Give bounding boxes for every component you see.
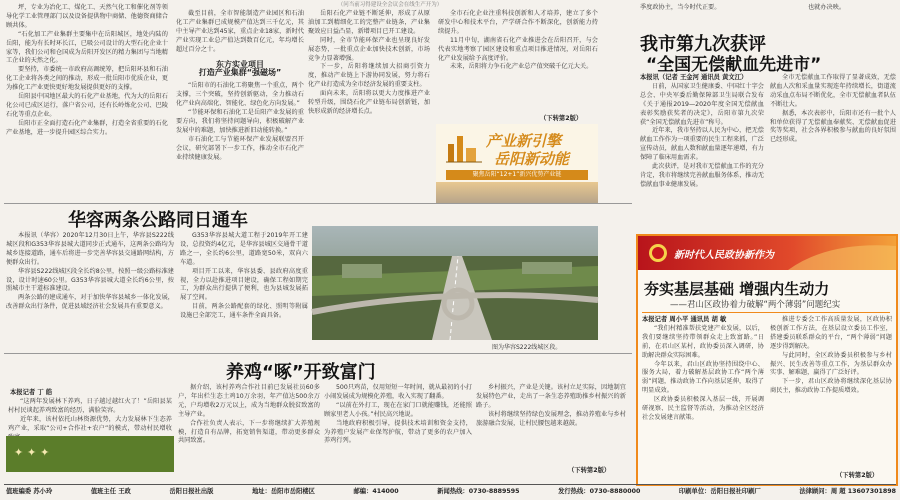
paragraph: 面向未来，岳阳将以更大力度推进产业转型升级，围绕石化产业链布局创新链，加快形成新的经济增长点。 — [308, 90, 430, 115]
small-text: 季度政协主，当今时代正要。 — [640, 4, 721, 11]
paragraph: 区政协委员积极深入基层一线，开展调研视察、民主监督等活动，为推动全区经济社会发展建言献策。 — [642, 396, 764, 421]
paragraph: 近年来，我市坚持以人民为中心，把无偿献血工作作为一项重要的民生工程来抓，广泛宣传动员，献血人数和献血量逐年递增，有力保障了临床用血需求。 — [640, 127, 764, 162]
road-photo — [312, 226, 598, 340]
blood-title-1: 我市第九次获评 — [640, 34, 766, 55]
road-title: 华容两条公路同日通车 — [68, 210, 248, 231]
feature-divider — [642, 312, 890, 313]
paragraph: 岳阳市正全面打造石化产业集群，打造全省重要的石化产业基地，进一步提升园区综合实力。 — [6, 119, 168, 136]
paragraph: 同时，全市节能环保产业也呈现良好发展态势，一批重点企业加快技术创新，市场竞争力显著增强。 — [308, 36, 430, 62]
paragraph: 目前，两条公路配套的绿化、照明等附属设施已全部完工，通车条件全面具备。 — [180, 303, 308, 320]
chicken-body-4 — [476, 384, 626, 464]
chicken-body-1 — [8, 398, 172, 434]
paragraph: 项目开工以来，华容县委、县政府高度重视，全力以赴推进项目建设，确保工程如期完工，为群众出行提供了便利，也为县城发展拓展了空间。 — [180, 267, 308, 302]
small-text: 也就办决映。 — [808, 4, 846, 11]
banner-bottom: 聚焦岳阳“12+1”新兴优势产业链 — [446, 170, 588, 180]
footer-item: 新闻热线：0730-8889595 — [437, 488, 520, 495]
footer-item: 值班主任 王政 — [90, 488, 131, 495]
paragraph: 该村将继续坚持绿色发展理念，推动养殖业与乡村旅游融合发展，让村民腰包越来越鼓。 — [476, 410, 626, 427]
byline: 本报记者 丁 皓 — [10, 389, 53, 396]
paragraph: 两条公路的建成通车，对于加快华容县城乡一体化发展，改善群众出行条件，促进县域经济社会发展具有重要意义。 — [6, 294, 174, 311]
feature-box — [636, 234, 898, 486]
feature-title: 夯实基层基础 增强内生动力 — [644, 280, 830, 298]
paragraph: G353华容县城大道工程于2019年开工建设，总投资约4亿元，是华容县城区交通骨干道路之一，全长约6公里，道路宽50米，双向六车道。 — [180, 232, 308, 266]
blood-body-2 — [770, 74, 896, 226]
paragraph: 岳阳县中国地区最大的石化产业基地，代为大的岳阳石化公司已成区运行，落户省公司，还有长岭炼化公司、巴陵石化等重点企业。 — [6, 93, 168, 118]
paragraph: 日前，从国家卫生健康委、中国红十字会总会、中央军委后勤保障部卫生局联合发布《关于通报2019—2020年度全国无偿献血表彰奖励获奖者的决定》，岳阳市第九次荣获“全国无偿献血先进市”称号。 — [640, 82, 764, 126]
industrial-icon — [444, 130, 484, 164]
continued-note: （下转第2版） — [540, 115, 583, 122]
footer — [6, 486, 896, 498]
blood-title-2: “全国无偿献血先进市” — [646, 55, 822, 75]
paragraph: 未来，岳阳将力争石化产业总产值突破千亿元大关。 — [450, 63, 593, 71]
paragraph: 此次获评，是对我市无偿献血工作的充分肯定，我市将继续完善献血服务体系，推动无偿献血事业健康发展。 — [640, 163, 764, 188]
divider — [4, 353, 632, 354]
paragraph: 全市无偿献血工作取得了显著成效，无偿献血人次和采血量实现连年持续增长，街道流动采血点布局不断优化，全市无偿献血者队伍不断壮大。 — [770, 74, 896, 108]
paragraph: “岳阳市的石油化工将聚焦一个重点，两个支撑，三个突破，坚持创新驱动，全力推动石化产业向高端化、智能化、绿色化方向发展。” — [176, 82, 304, 108]
article-col-3 — [308, 10, 430, 200]
road-body — [6, 232, 174, 350]
footer-item: 岳阳日报社出版 — [169, 488, 214, 495]
feature-header — [638, 236, 896, 270]
footer-item: 地址：岳阳市岳阳楼区 — [251, 488, 315, 495]
banner-line-2: 岳阳新动能 — [494, 150, 570, 168]
ad-banner — [436, 124, 598, 204]
paragraph: 推进专委会工作高质量发展，区政协积极创新工作方法，在基层设立委员工作室，搭建委员联系群众的平台，“两个薄弱”问题逐步得到解决。 — [770, 316, 892, 350]
chicken-body-2 — [178, 384, 320, 480]
feature-body-2 — [770, 316, 892, 472]
banner-line-1: 产业新引擎 — [486, 132, 562, 150]
photo-caption: 图为华容S222线城区段。 — [492, 344, 562, 351]
paragraph: 下一步，岳阳将继续加大招商引资力度，推动产业链上下游协同发展，努力将石化产业打造成为全市经济发展的重要支柱。 — [308, 63, 430, 89]
paragraph: 11月中旬，湖南省石化产业推进会在岳阳召开，与会代表实地考察了园区建设和重点项目推进情况，对岳阳石化产业发展给予高度评价。 — [438, 36, 598, 62]
subhead: 东方实业项目 — [216, 59, 264, 69]
paragraph: 岳阳石化产业链不断延伸，形成了从原油加工到精细化工的完整产业链条，产业集聚效应日益凸显，新增项目已开工建设。 — [308, 10, 430, 35]
divider — [4, 203, 632, 204]
road-body-2 — [180, 232, 308, 350]
paragraph: 华容县S222线城区段全长约8公里，按照一级公路标准建设，设计时速60公里。G353华容县城大道全长约6公里，按照城市主干道标准建设。 — [6, 267, 174, 293]
continued-note: （下转第2版） — [836, 472, 879, 479]
top-strip: （问当前习得建设全会议会在线生产开为） — [337, 2, 443, 8]
paragraph: 据悉，本次表彰中，岳阳市还有一批个人和单位获得了无偿献血奉献奖、无偿献血促进奖等奖项，社会各界积极参与献血的良好氛围已经形成。 — [770, 109, 896, 144]
feature-subtitle: ——君山区政协着力破解“两个薄弱”问题纪实 — [670, 300, 841, 310]
paragraph: 今年以来，君山区政协坚持围绕中心、服务大局，着力破解基层政协工作“两个薄弱”问题，推动政协工作向基层延伸，取得了明显成效。 — [642, 360, 764, 395]
chicken-banner — [6, 436, 174, 472]
road-aerial-image — [312, 226, 598, 340]
paragraph: 近年来，该村依托山林资源优势，大力发展林下生态养鸡产业，采取“公司+合作社+农户”的模式，带动村民增收 — [8, 415, 172, 432]
paragraph: 要坚持，市委统一市政府高调统筹，把岳阳环县和石油化工企业将各类之间的推动，形成一批岳阳市优质企业，更为推化工产业更快更好地发展提供更好的支撑。 — [6, 66, 168, 92]
byline: 本报记者 周小平 通讯员 胡 敏 — [642, 316, 727, 323]
feature-badge: 新时代人民政协新作为 — [674, 250, 774, 261]
feature-body-1 — [642, 316, 764, 478]
continued-note: （下转第2版） — [568, 467, 611, 474]
paragraph: “节能环保和石油化工是岳阳产业发展的重要方向，我们将坚持问题导向，积极破解产业发展中的难题，加快推进新旧动能转换。” — [176, 109, 304, 134]
footer-divider — [4, 484, 896, 485]
byline: 本报讯（记者 王金河 通讯员 黄文江） — [640, 74, 748, 81]
paragraph: 全市石化企业注重科技创新和人才培养，建立了多个研发中心和技术平台，产学研合作不断深化，创新能力持续提升。 — [438, 10, 598, 35]
article-col-1 — [6, 4, 168, 164]
paragraph: “以前在外打工，现在在家门口就能赚钱，还能照顾家里老人小孩。”村民高兴地说。 — [324, 401, 472, 418]
article-col-2 — [176, 10, 304, 195]
paragraph: 坪，专业为冶化工、煤化工、天然气化工和催化剂等领导化学工业管理部门以及设备提供物中商储、他德资商储合顾共体。 — [6, 4, 168, 29]
paragraph: “石化加工产业集群主要集中在岳阳城区，地处内陆的岳阳，能为有长时环长江，已吸公司设计的大型石化企业十家等，我们公司和仓国成为岳阳开发区的精力集团与当地精工企业的天然之化。 — [6, 30, 168, 65]
footer-item: 发行热线：0730-8880000 — [558, 488, 641, 495]
paragraph: 乡村振兴，产业是关键。该村立足实际，因地制宜发展特色产业，走出了一条生态养殖助推乡村振兴的新路子。 — [476, 384, 626, 409]
paragraph: 合作社负责人表示，下一步将继续扩大养殖规模，打造自有品牌，拓宽销售渠道，带动更多群众共同致富。 — [178, 419, 320, 445]
paragraph: 本报讯（华容）2020年12月30日上午，华容县S222线城区段和G353华容县城大道同步正式通车，这两条公路均为城乡连接道路，通车后将进一步完善华容县交通路网结构，方便群众出行。 — [6, 232, 174, 266]
paragraph: 截至目前，全市智能制造产业园区和石油化工产业集群已成规模产值达到三千亿元，其中主导产业达到45家，重点企业18家，新时代产业实现工业总产值达到数百亿元，年均增长超过百分之十。 — [176, 10, 304, 53]
footer-item: 邮编：414000 — [353, 488, 399, 495]
footer-item: 值班编委 苏小玲 — [6, 488, 53, 495]
paragraph: 下一步，君山区政协将继续深化基层协商民主，推动政协工作提质增效。 — [770, 378, 892, 395]
chicken-body-3 — [324, 384, 472, 480]
blood-body — [640, 74, 764, 226]
footer-item: 法律顾问：周 超 13607301898 — [799, 488, 896, 495]
subhead: 打造产业集群“强磁场” — [198, 68, 282, 78]
paragraph: 据介绍，该村养鸡合作社目前已发展社员60多户，年出栏生态土鸡10万余羽，年产值达500余万元，户均增收2万元以上，成为当地群众脱贫致富的主导产业。 — [178, 384, 320, 418]
article-col-4 — [438, 10, 598, 122]
paragraph: 与此同时，全区政协委员积极参与乡村振兴、民生改善等重点工作，为基层群众办实事、解难题，赢得了广泛好评。 — [770, 351, 892, 377]
footer-item: 印刷单位：岳阳日报社印刷厂 — [678, 488, 761, 495]
paragraph: “我们村精准帮扶党建产业发展，以后，我们要继续坚持带领群众走上致富路。”日前，在君山区某村，政协委员深入调研，协助解决群众实际困难。 — [642, 324, 764, 359]
paragraph: 市石油化工与节能环保产业发展联盟召开会议，研究部署下一步工作，推动全市石化产业持续健康发展。 — [176, 135, 304, 161]
paragraph: 500只鸡苗，仅用短短一年时间，就从最初的小打小闹发展成为规模化养殖，收入实现了翻番。 — [324, 384, 472, 400]
banner-city — [436, 182, 598, 204]
paragraph: 当地政府积极引导，提供技术培训和资金支持，为养殖户发展产业保驾护航，带动了更多的农户加入养鸡行列。 — [324, 419, 472, 445]
banner-text: ✦ ✦ ✦ — [14, 446, 50, 459]
paragraph: “这两年发展林下养鸡，日子越过越红火了！”岳阳县某村村民谈起养鸡致富的经历，满脸笑容。 — [8, 398, 172, 414]
chicken-title: 养鸡“啄”开致富门 — [226, 362, 376, 383]
